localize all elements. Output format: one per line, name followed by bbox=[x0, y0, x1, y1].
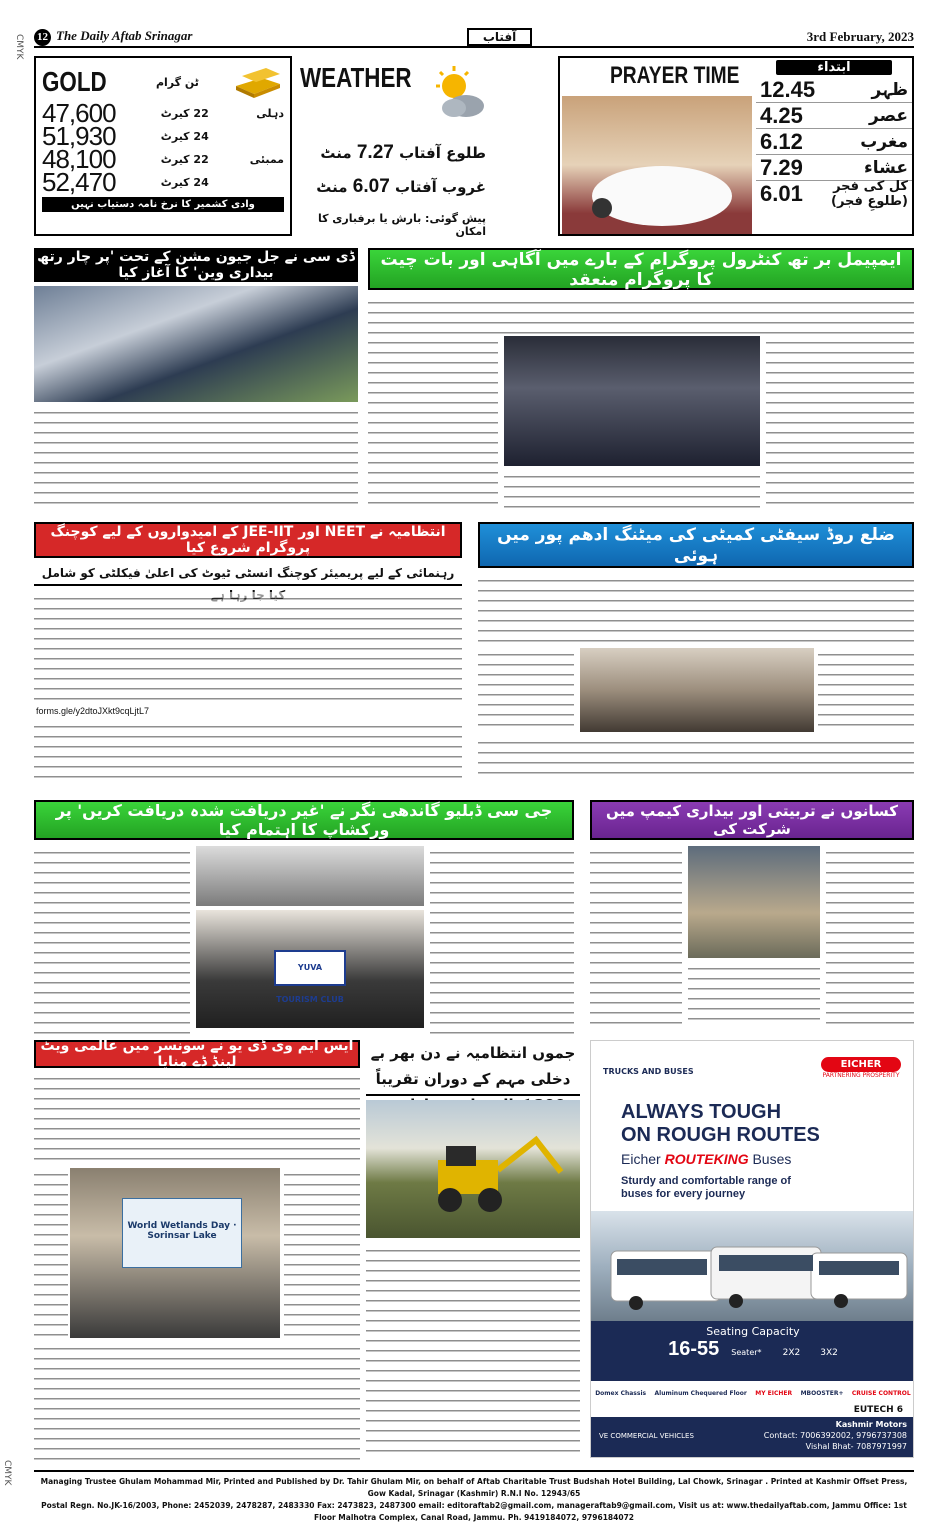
gold-note: وادی کشمیر کا نرخ نامہ دستیاب نہیں bbox=[42, 197, 284, 212]
story-body-text bbox=[688, 962, 820, 1026]
gold-unit: ٹن گرام bbox=[155, 75, 199, 89]
ad-headline-1: ALWAYS TOUGH bbox=[621, 1101, 782, 1123]
story-subhead: رہنمائی کے لیے پریمیئر کوچنگ انسٹی ٹیوٹ کی اعلیٰ فیکلٹی کو شامل bbox=[34, 562, 462, 586]
prayer-title: PRAYER TIME bbox=[610, 62, 740, 89]
story-body-text bbox=[34, 1168, 68, 1338]
tourism-club-banner: YUVA TOURISM CLUB bbox=[274, 950, 346, 986]
story-body-text bbox=[284, 1168, 360, 1338]
ad-subtext: Sturdy and comfortable range of buses for every journey bbox=[621, 1175, 791, 1200]
ad-features: Domex Chassis Aluminum Chequered Floor MY EICHER MBOOSTER+ CRUISE CONTROL bbox=[595, 1389, 911, 1397]
sunrise: طلوع آفتاب 7.27 منٹ bbox=[320, 142, 486, 163]
prayer-row: 12.45 ظہر bbox=[756, 77, 912, 103]
page-info bbox=[34, 28, 192, 46]
paper-name: The Daily Aftab Srinagar bbox=[56, 28, 193, 43]
story-photo bbox=[366, 1100, 580, 1238]
story-body-text bbox=[590, 846, 682, 1026]
story-headline: ایس ایم وی ڈی یو نے سونسر میں عالمی ویٹ لینڈ ڈے منایا bbox=[34, 1040, 360, 1068]
story-body-text bbox=[34, 1072, 360, 1164]
city-mumbai: ممبئی bbox=[249, 153, 284, 166]
story-photo bbox=[70, 1168, 280, 1338]
story-photo bbox=[504, 336, 760, 466]
praying-person-icon bbox=[562, 96, 752, 234]
page-number: 12 bbox=[34, 29, 51, 46]
gold-bars-icon bbox=[232, 64, 284, 100]
story-body-text bbox=[34, 846, 190, 1036]
story-body-text bbox=[34, 720, 462, 778]
ad-dealer-strip: VE COMMERCIAL VEHICLES Kashmir Motors Contact: 7006392002, 9796737308 Vishal Bhat- 7087971997 bbox=[591, 1417, 914, 1458]
story-body-text bbox=[818, 648, 914, 732]
story-headline: جی سی ڈبلیو گاندھی نگر نے 'غیر دریافت شدہ دریافت کریں' پر ورکشاپ کا اہتمام کیا bbox=[34, 800, 574, 840]
weather-title: WEATHER bbox=[300, 62, 412, 93]
story-headline: کسانوں نے تربیتی اور بیداری کیمپ میں شرکت کی bbox=[590, 800, 914, 840]
prayer-row: 6.01 کل کی فجر (طلوعِ فجر) bbox=[760, 179, 908, 209]
gold-title: GOLD bbox=[42, 66, 107, 97]
story-body-text bbox=[478, 736, 914, 780]
story-body-text bbox=[826, 846, 914, 1026]
story-body-text bbox=[766, 336, 914, 510]
story-body-text bbox=[34, 592, 462, 704]
footer-contact: Postal Regn. No.JK-16/2003, Phone: 2452039, 2478287, 2483330 Fax: 2473823, 2487300 email: editoraftab2@gmail.com, manageraftab9@gmail.com, Visit us at: www.thedailyaftab.com, Jammu Office: 1st Floor Malhotra Complex, Canal Road, Jammu. Ph. 9419184072, 9796184072 bbox=[41, 1501, 907, 1522]
footer-imprint: Managing Trustee Ghulam Mohammad Mir, Printed and Published by Dr. Tahir Ghulam Mir, on behalf of Aftab Charitable Trust Budshah Hotel Building, Lal Chowk, Srinagar . Printed at Kashmir Offset Press, Gow Kadal, Srinagar (Kashmir) R.N.I No. 12943/65 bbox=[40, 1477, 908, 1498]
issue-date: 3rd February, 2023 bbox=[806, 29, 914, 44]
prayer-row: 4.25 عصر bbox=[756, 103, 912, 129]
gold-box bbox=[34, 56, 292, 236]
prayer-box bbox=[558, 56, 914, 236]
weather-box bbox=[300, 56, 490, 236]
wetlands-banner: World Wetlands Day · Sorinsar Lake bbox=[122, 1198, 242, 1268]
story-photo-club bbox=[196, 910, 424, 1028]
story-body-text bbox=[34, 1342, 360, 1460]
story-headline: ضلع روڈ سیفٹی کمیٹی کی میٹنگ ادھم پور میں ہوئی bbox=[478, 522, 914, 568]
ad-buses-photo bbox=[591, 1211, 914, 1321]
gold-row: 52,470 24 کیرٹ bbox=[42, 167, 209, 197]
ad-etech: EUTECH 6 bbox=[853, 1405, 903, 1415]
city-delhi: دہلی bbox=[256, 107, 284, 120]
excavator-icon bbox=[366, 1100, 580, 1238]
ad-tagline-small: TRUCKS AND BUSES bbox=[603, 1067, 694, 1076]
masthead-logo: آفتاب bbox=[467, 28, 532, 46]
ad-product: Eicher ROUTEKING Buses bbox=[621, 1151, 792, 1167]
story-headline: جموں انتظامیہ نے دن بھر بے دخلی مہم کے دوران تقریباً bbox=[366, 1040, 580, 1096]
gold-row: 51,930 24 کیرٹ bbox=[42, 121, 209, 151]
story-photo bbox=[688, 846, 820, 958]
color-registration-mark-bottom: CMYK bbox=[2, 1460, 12, 1486]
prayer-row: 6.12 مغرب bbox=[756, 129, 912, 155]
gold-row: 47,600 22 کیرٹ دہلی bbox=[42, 98, 284, 128]
eicher-logo: EICHER PARTNERING PROSPERITY bbox=[822, 1059, 900, 1079]
story-body-text bbox=[478, 648, 574, 732]
gold-row: 48,100 22 کیرٹ ممبئی bbox=[42, 144, 284, 174]
story-link[interactable]: forms.gle/y2dtoJXkt9cqLjtL7 bbox=[36, 706, 150, 716]
ad-headline-2: ON ROUGH ROUTES bbox=[621, 1124, 820, 1146]
story-photo bbox=[196, 846, 424, 906]
sun-cloud-icon bbox=[430, 64, 488, 124]
story-body-text bbox=[34, 406, 358, 506]
color-registration-mark: CMYK bbox=[14, 34, 24, 60]
story-body-text bbox=[366, 1244, 580, 1458]
prayer-header: ابتداء bbox=[776, 60, 892, 75]
story-body-text bbox=[430, 846, 574, 1036]
story-headline: انتظامیہ نے NEET اور JEE-IIT کے امیدواروں کے لیے کوچنگ پروگرام شروع کیا bbox=[34, 522, 462, 558]
page-header bbox=[34, 28, 914, 48]
story-photo bbox=[580, 648, 814, 732]
story-headline: ڈی سی نے جل جیون مشن کے تحت 'پر چار رتھ بیداری وین' کا آغاز کیا bbox=[34, 248, 358, 282]
story-body-text bbox=[478, 574, 914, 644]
buses-icon bbox=[591, 1211, 914, 1321]
story-photo bbox=[34, 286, 358, 402]
story-body-text bbox=[504, 470, 760, 510]
story-body-text bbox=[368, 296, 914, 334]
ad-capacity: Seating Capacity 16-55 Seater* 2X2 3X2 bbox=[591, 1321, 914, 1381]
forecast: پیش گوئی: بارش یا برفباری کا امکان bbox=[317, 212, 486, 238]
page-footer bbox=[34, 1470, 914, 1522]
sunset: غروب آفتاب 6.07 منٹ bbox=[316, 176, 486, 197]
story-body-text bbox=[368, 336, 498, 510]
story-headline: ایمپیمل بر تھ کنٹرول پروگرام کے بارے میں آگاہی اور بات چیت کا پروگرام منعقد bbox=[368, 248, 914, 290]
prayer-row: 7.29 عشاء bbox=[756, 155, 912, 181]
eicher-ad[interactable] bbox=[590, 1040, 914, 1458]
prayer-photo bbox=[562, 96, 752, 234]
